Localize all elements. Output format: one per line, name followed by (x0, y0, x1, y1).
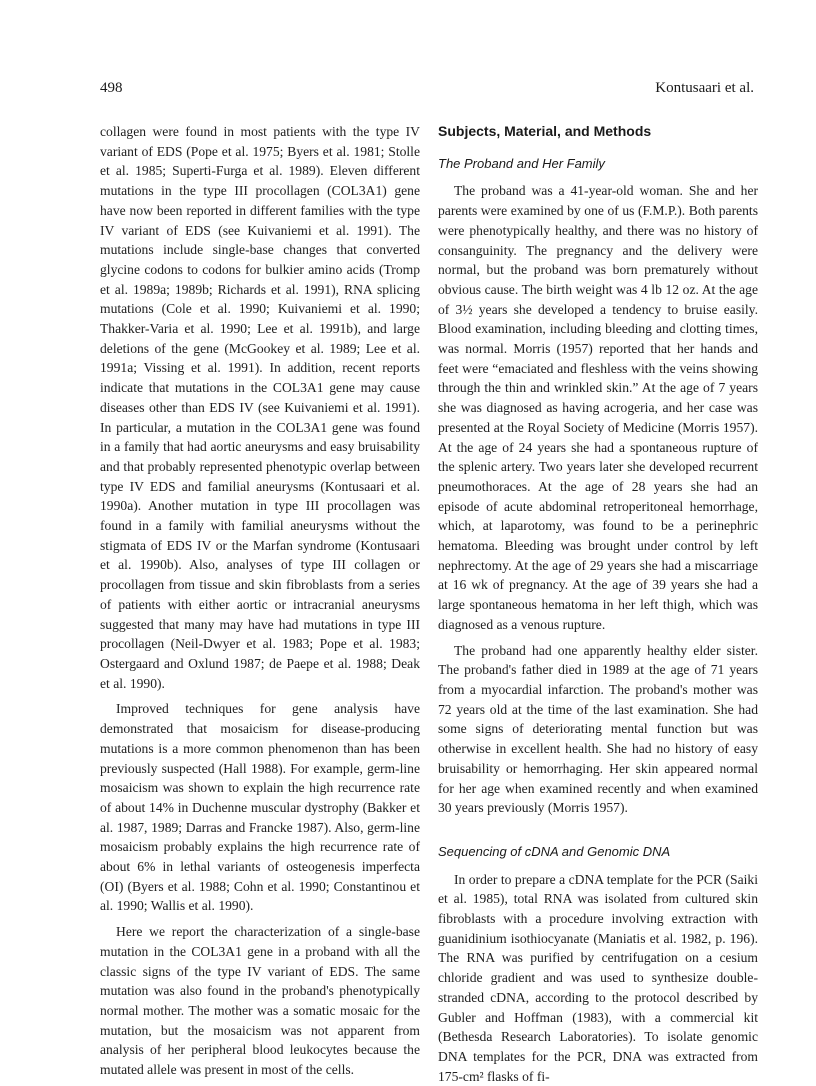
body-paragraph: collagen were found in most patients with the type IV variant of EDS (Pope et al. 1975; Byers et al. 1981; Stolle et al. 1985; Superti-Furga et al. 1989). Eleven different mutations in the type III procollagen (COL3A1) gene have now been reported in different families with the type IV variant of EDS (see Kuivaniemi et al. 1991). The mutations include single-base changes that converted glycine codons to codons for bulkier amino acids (Tromp et al. 1989a; 1989b; Richards et al. 1991), RNA splicing mutations (Cole et al. 1990; Kuivaniemi et al. 1990; Thakker-Varia et al. 1990; Lee et al. 1991b), and large deletions of the gene (McGookey et al. 1989; Lee et al. 1991a; Vissing et al. 1991). In addition, recent reports indicate that mutations in the COL3A1 gene may cause diseases other than EDS IV (see Kuivaniemi et al. 1991). In particular, a mutation in the COL3A1 gene was found in a family that had aortic aneurysms and easy bruisability and that probably represented phenotypic overlap between type IV EDS and familial aneurysms (Kontusaari et al. 1990a). Another mutation in type III procollagen was found in a family with familial aneurysms without the stigmata of EDS IV or the Marfan syndrome (Kontusaari et al. 1990b). Also, analyses of type III collagen or procollagen from tissue and skin fibroblasts from a series of patients with either aortic or intracranial aneurysms suggested that many may have had mutations in type III procollagen (Neil-Dwyer et al. 1983; Pope et al. 1983; Ostergaard and Oxlund 1987; de Paepe et al. 1988; Deak et al. 1990). (100, 124, 420, 691)
body-paragraph: Here we report the characterization of a single-base mutation in the COL3A1 gene in a proband with all the classic signs of the type IV variant of EDS. The same mutation was also found in the proband's phenotypically normal mother. The mother was a somatic mosaic for the mutation, but the mosaicism was not apparent from analysis of her peripheral blood leukocytes because the mutated allele was present in most of the cells. (100, 924, 420, 1078)
running-head: Kontusaari et al. (655, 80, 754, 96)
left-column (100, 122, 420, 1080)
body-paragraph: Improved techniques for gene analysis have demonstrated that mosaicism for disease-producing mutations is a more common phenomenon than has been previously suspected (Hall 1988). For example, germ-line mosaicism was shown to explain the high recurrence rate of about 14% in Duchenne muscular dystrophy (Bakker et al. 1987, 1989; Darras and Francke 1987). Also, germ-line mosaicism probably explains the high recurrence rate of about 6% in lethal variants of osteogenesis imperfecta (OI) (Byers et al. 1988; Cohn et al. 1990; Constantinou et al. 1990; Wallis et al. 1990). (100, 701, 420, 914)
section-heading: Subjects, Material, and Methods (438, 123, 652, 139)
body-paragraph: In order to prepare a cDNA template for the PCR (Saiki et al. 1985), total RNA was isolated from cultured skin fibroblasts with a procedure involving extraction with guanidinium isothiocyanate (Maniatis et al. 1982, p. 196). The RNA was purified by centrifugation on a cesium chloride gradient and was used to synthesize double-stranded cDNA, according to the protocol described by Gubler and Hoffman (1983), with a commercial kit (Bethesda Research Laboratories). To isolate genomic DNA templates for the PCR, DNA was extracted from 175-cm² flasks of fi- (438, 871, 758, 1084)
body-paragraph: The proband was a 41-year-old woman. She and her parents were examined by one of us (F.M.P.). Both parents were phenotypically healthy, and there was no history of consanguinity. The pregnancy and the delivery were normal, but the proband was born prematurely without obvious cause. The birth weight was 4 lb 12 oz. At the age of 3½ years she developed a tendency to bruise easily. Blood examination, including bleeding and clotting times, was normal. Morris (1957) reported that her hands and feet were “emaciated and fleshless with the veins showing through the thin and wrinkled skin.” At the age of 7 years she was diagnosed as having acrogeria, and her case was presented at the Royal Society of Medicine (Morris 1957). At the age of 24 years she had a spontaneous rupture of the splenic artery. Two years later she developed recurrent pneumothoraces. At the age of 28 years she had an episode of acute abdominal retroperitoneal hemorrhage, which, at laparotomy, was found to be a perinephric hematoma. Bleeding was brought under control by left nephrectomy. At the age of 29 years she had a miscarriage at 16 wk of pregnancy. At the age of 39 years she had a large spontaneous hematoma in her left thigh, which was diagnosed as a venous rupture. (438, 183, 758, 632)
subsection-heading: Sequencing of cDNA and Genomic DNA (438, 843, 671, 859)
page-number: 498 (100, 80, 123, 96)
right-column (438, 122, 758, 1086)
subsection-heading: The Proband and Her Family (438, 155, 605, 171)
body-paragraph: The proband had one apparently healthy elder sister. The proband's father died in 1989 at the age of 71 years from a myocardial infarction. The proband's mother was 72 years old at the time of the last examination. She had some signs of deteriorating mental function but was otherwise in excellent health. She had no history of easy bruisability or hemorrhaging. Her skin appeared normal for her age when examined recently and when examined 30 years previously (Morris 1957). (438, 642, 758, 816)
